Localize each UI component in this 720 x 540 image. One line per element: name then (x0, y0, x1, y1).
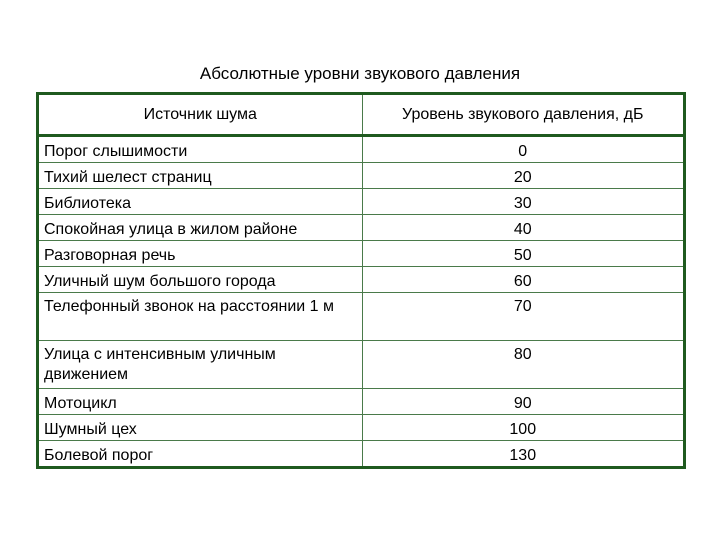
table-row (38, 389, 685, 415)
source-cell: Телефонный звонок на расстоянии 1 м (38, 293, 363, 341)
source-cell: Разговорная речь (38, 241, 363, 267)
table-row (38, 163, 685, 189)
source-cell: Библиотека (38, 189, 363, 215)
level-cell: 20 (362, 163, 685, 189)
level-cell: 0 (362, 136, 685, 163)
level-cell: 70 (362, 293, 685, 341)
table-row (38, 415, 685, 441)
table-row (38, 267, 685, 293)
level-cell: 80 (362, 341, 685, 389)
table-header-row (38, 94, 685, 136)
source-cell: Спокойная улица в жилом районе (38, 215, 363, 241)
source-cell: Тихий шелест страниц (38, 163, 363, 189)
table-row (38, 293, 685, 341)
level-cell: 130 (362, 441, 685, 468)
column-header-source: Источник шума (38, 94, 363, 136)
level-cell: 30 (362, 189, 685, 215)
source-cell: Болевой порог (38, 441, 363, 468)
table-row (38, 341, 685, 389)
level-cell: 90 (362, 389, 685, 415)
column-header-level: Уровень звукового давления, дБ (362, 94, 685, 136)
source-cell: Шумный цех (38, 415, 363, 441)
level-cell: 50 (362, 241, 685, 267)
source-cell: Порог слышимости (38, 136, 363, 163)
noise-level-table (36, 92, 686, 469)
table-row (38, 136, 685, 163)
table-row (38, 215, 685, 241)
table-row (38, 189, 685, 215)
table-title: Абсолютные уровни звукового давления (199, 64, 521, 83)
level-cell: 60 (362, 267, 685, 293)
level-cell: 100 (362, 415, 685, 441)
table-row (38, 241, 685, 267)
table-row (38, 441, 685, 468)
level-cell: 40 (362, 215, 685, 241)
source-cell: Уличный шум большого города (38, 267, 363, 293)
source-cell: Мотоцикл (38, 389, 363, 415)
source-cell: Улица с интенсивным уличным движением (38, 341, 363, 389)
